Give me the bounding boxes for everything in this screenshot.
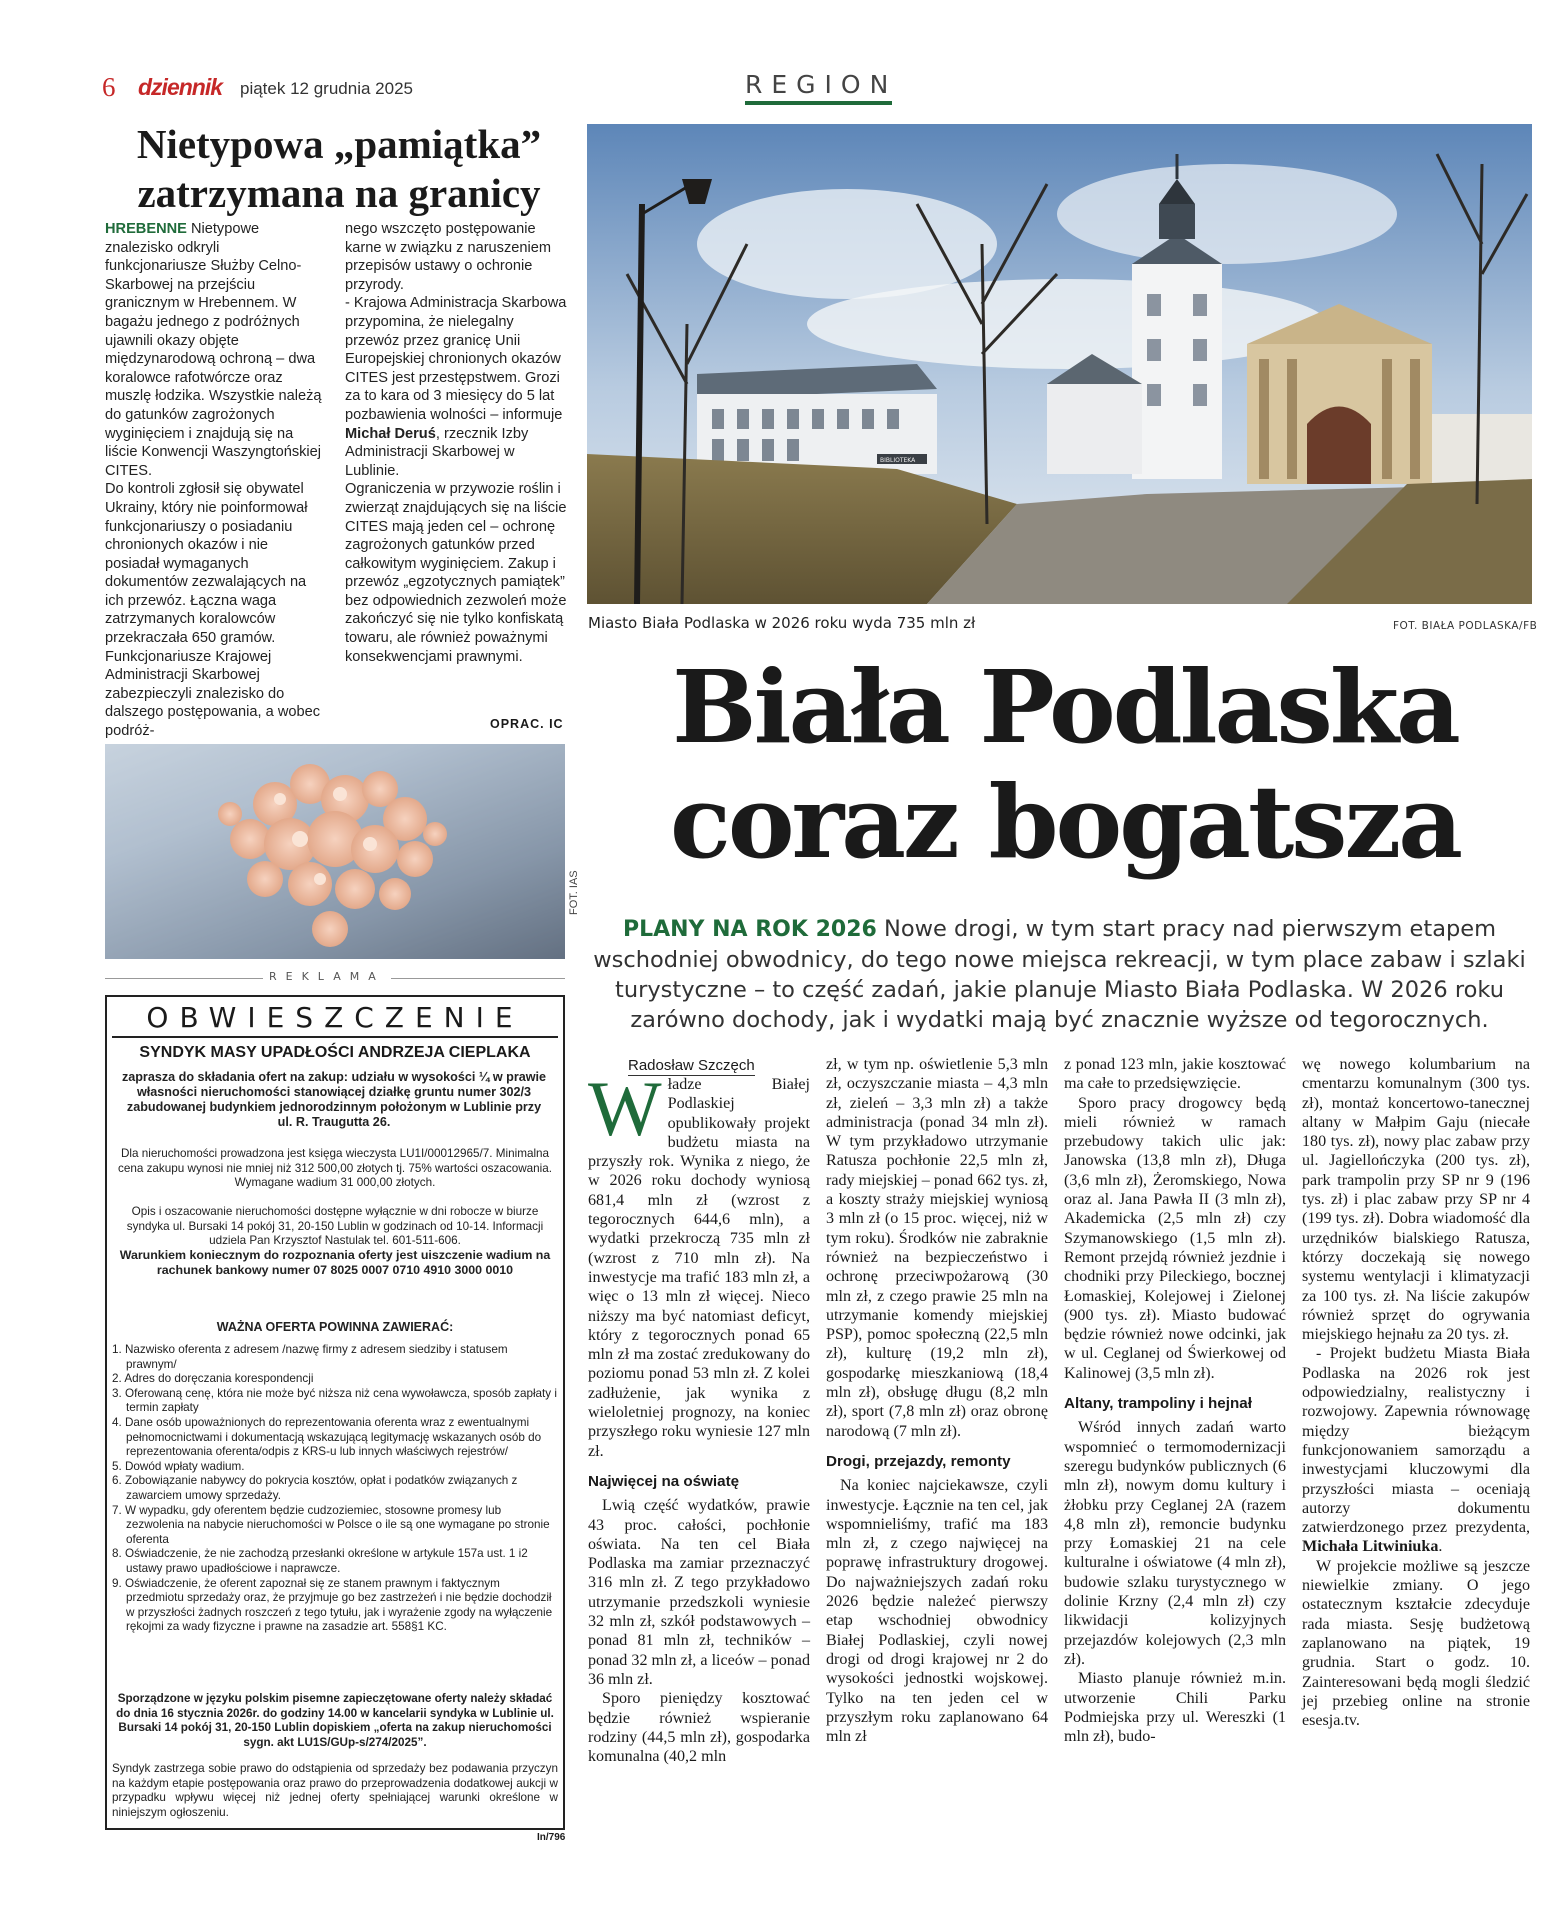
coral-photo-credit: FOT. IAS <box>568 870 580 915</box>
notice-intro: zaprasza do składania ofert na zakup: udziału w wysokości ¼ w prawie własności nieruchomości stanowiącej działkę gruntu numer 302/3 zabudowanej budynkiem jednorodzinnym położonym w Lublinie przy ul. R. Traugutta 26. <box>121 1070 547 1129</box>
article-paragraph: Wśród innych zadań warto wspomnieć o termomodernizacji szeregu budynków publicznych (6 mln zł), nowym domu kultury i żłobku przy Ceglanej 2A (razem 4,8 mln zł), remoncie budynku przy Łomaskiej 21 na cele kulturalne i oświatowe (4 mln zł), budowie szlaku turystycznego w dolinie Krzny (2,4 mln zł) czy likwidacji kolizyjnych przejazdów kolejowych (2,3 mln zł). <box>1064 1419 1286 1668</box>
article-paragraph: z ponad 123 mln, jakie kosztować ma całe to przedsięwzięcie. <box>1064 1056 1286 1093</box>
list-item: 5. Dowód wpłaty wadium. <box>112 1459 245 1473</box>
left-article-paragraph: Nietypowe znalezisko odkryli funkcjonariusze Służby Celno-Skarbowej na przejściu granicznym w Hrebennem. W bagażu jednego z podróżnych ujawnili okazy objęte międzynarodową ochroną – dwa koralowce rafotwórcze oraz muszlę łodzika. Wszystkie należą do gatunków zagrożonych wyginięciem i znajdują się na liście Konwencji Waszyngtońskiej CITES. <box>105 221 322 479</box>
left-article-paragraph: Funkcjonariusze Krajowej Administracji Skarbowej zabezpieczyli znalezisko do dalszego postępowania, a wobec podróż- <box>105 648 321 740</box>
spokesperson-name: Michał Deruś <box>345 425 436 442</box>
photo-caption: Miasto Biała Podlaska w 2026 roku wyda 735 mln zł <box>588 614 976 632</box>
notice-paragraph: Dla nieruchomości prowadzona jest księga wieczysta LU1I/00012965/7. Minimalna cena zakupu wynosi nie mniej niż 312 500,00 złotych tj. 75% wartości oszacowania. Wymagane wadium 31 000,00 złotych. <box>118 1147 552 1190</box>
article-column-3 <box>1064 1055 1286 1746</box>
palace-illustration <box>587 124 1532 604</box>
lead-kicker: PLANY NA ROK 2026 <box>622 917 877 942</box>
list-item: 2. Adres do doręczania korespondencji <box>112 1372 314 1386</box>
left-article-author: OPRAC. IC <box>490 717 564 731</box>
article-paragraph: W projekcie możliwe są jeszcze niewielkie zmiany. O jego ostatecznym kształcie zdecyduje rada miasta. Sesję budżetową zaplanowano na piątek, 19 grudnia. Start o godz. 10. Zainteresowani będą mogli śledzić jej przebieg online na stronie esesja.tv. <box>1302 1557 1530 1730</box>
library-sign: BIBLIOTEKA <box>880 457 916 464</box>
main-headline: Biała Podlaska coraz bogatsza <box>669 648 1461 881</box>
city-photo <box>587 124 1532 604</box>
article-paragraph: Sporo pracy drogowcy będą mieli również w ramach przebudowy takich ulic jak: Janowska (13,8 mln zł), Długa (3,6 mln zł), Żeromskiego, Nowa oraz al. Jana Pawła II (3 mln zł), Akademicka (2,5 mln zł) czy Szymanowskiego (1,5 mln zł). Remont przejdą również jezdnie i chodniki przy Pileckiego, bocznej Łomaskiej, Kolejowej i Zielonej (900 tys. zł). Miasto budować będzie również nowe odcinki, jak w ul. Ceglanej od Świerkowej od Kalinowej (3,5 mln zł). <box>1064 1094 1286 1382</box>
left-article-paragraph: Ograniczenia w przywozie roślin i zwierząt znajdujących się na liście CITES mają jeden cel – ochronę zagrożonych gatunków przed całkowitym wyginięciem. Zakup i przewóz „egzotycznych pamiątek” bez odpowiednich zezwoleń może zakończyć się nie tylko konfiskatą towaru, ale również poważnymi konsekwencjami prawnymi. <box>345 481 567 665</box>
left-article-paragraph: - Krajowa Administracja Skarbowa przypomina, że nielegalny przewóz przez granicę Unii Europejskiej chronionych okazów CITES jest przestępstwem. Grozi za to kara od 3 miesięcy do 5 lat pozbawienia wolności – informuje Michał Deruś, rzecznik Izby Administracji Skarbowej w Lublinie. <box>345 295 567 479</box>
notice-title: OBWIESZCZENIE <box>112 1001 558 1038</box>
coral-illustration <box>105 744 565 959</box>
article-paragraph: zł, w tym np. oświetlenie 5,3 mln zł, oczyszczanie miasta – 4,3 mln zł, zieleń – 3,3 mln zł) a także administracja (ponad 34 mln zł). W tym przykładowo utrzymanie Ratusza pochłonie 22,5 mln zł, rady miejskiej – ponad 662 tys. zł, a koszty straży miejskiej wyniosą 3 mln zł (o 15 proc. więcej, niż w tym roku). Środków nie zabraknie również na bezpieczeństwo i ochronę przeciwpożarową (30 mln zł, z czego prawie 25 mln na utrzymanie komendy miejskiej PSP), pomoc społeczną (22,5 mln zł), kulturę (19,2 mln zł), gospodarkę mieszkaniową (18,4 mln zł), obsługę długu (8,2 mln zł), sport (7,8 mln zł) oraz obronę narodową (7 mln zł). <box>826 1056 1048 1440</box>
drop-cap: W <box>588 1065 662 1152</box>
left-article-paragraph: Do kontroli zgłosił się obywatel Ukrainy, który nie poinformował funkcjonariuszy o posiadaniu chronionych okazów i nie posiadał wymaganych dokumentów zezwalających na ich przewóz. Łączna waga zatrzymanych koralowców przekraczała 650 gramów. <box>105 481 308 647</box>
list-item: 1. Nazwisko oferenta z adresem /nazwę firmy z adresem siedziby i statusem prawnym/ <box>112 1343 508 1371</box>
article-column-1: Władze Białej Podlaskiej opublikowały projekt budżetu miasta na przyszły rok. Wynika z niego, że w 2026 roku dochody wyniosą 681,4 mln zł (wzrost z tegorocznych 644,6 mln), a wydatki przekroczą 735 mln zł (wzrost z 710 mln zł). Na inwestycje ma trafić 183 mln zł, a więc o 13 mln zł więcej. Nieco niższy ma być natomiast deficyt, który z tegorocznych ponad 65 mln zł ma zostać zredukowany do poziomu ponad 53 mln zł. Z kolei zadłużenie, jak wynika z wieloletniej prognozy, na koniec przyszłego roku wyniesie 127 mln zł. Najwięcej na oświatę Lwią część wydatków, prawie 43 proc. całości, pochłonie oświata. Na ten cel Biała Podlaska ma zamiar przeznaczyć 316 mln zł. Z tego przykładowo utrzymanie przedszkoli wyniesie 32 mln zł, szkół podstawowych – ponad 81 mln zł, techników – ponad 32 mln zł, a liceów – ponad 36 mln zł. Sporo pieniędzy kosztować będzie również wspieranie rodziny (44,5 mln zł), gospodarka komunalna (40,2 mln <box>588 1065 810 1766</box>
article-paragraph: - Projekt budżetu Miasta Biała Podlaska na 2026 rok jest odpowiedzialny, realistyczny i rozwojowy. Zapewnia równowagę między bieżącym funkcjonowaniem samorządu a inwestycjami kluczowymi dla przyszłości miasta – oceniają autorzy dokumentu zatwierdzonego przez prezydenta, Michała Litwiniuka. <box>1302 1345 1530 1556</box>
subheading: Najwięcej na oświatę <box>588 1472 740 1490</box>
section-label: REGION <box>745 70 892 105</box>
list-item: 8. Oświadczenie, że nie zachodzą przesłanki określone w artykule 157a ust. 1 i2 ustawy prawo upadłościowe i naprawcze. <box>112 1547 528 1575</box>
left-article-column-1 <box>105 220 323 741</box>
left-article-kicker: HREBENNE <box>105 221 187 237</box>
issue-date: piątek 12 grudnia 2025 <box>240 79 413 98</box>
left-article-title: Nietypowa „pamiątka” zatrzymana na granicy <box>136 121 542 216</box>
advert-label: REKLAMA <box>263 970 391 983</box>
left-article-paragraph: nego wszczęto postępowanie karne w związku z naruszeniem przepisów ustawy o ochronie przyrody. <box>345 221 552 293</box>
list-item: 3. Oferowaną cenę, która nie może być niższa niż cena wywoławcza, sposób zapłaty i termin zapłaty <box>112 1386 557 1415</box>
article-paragraph: Na koniec najciekawsze, czyli inwestycje. Łącznie na ten cel, jak wspomnieliśmy, trafić ma 183 mln zł, z czego najwięcej na poprawę infrastruktury drogowej. Do najważniejszych zadań roku 2026 będzie należeć pierwszy etap wschodniej obwodnicy Białej Podlaskiej, czyli nowej drogi od drogi krajowej nr 2 do wysokości jednostki wojskowej. Tylko na ten jeden cel w przyszłym roku zaplanowano 64 mln zł <box>826 1477 1048 1746</box>
mayor-name: Michała Litwiniuka <box>1302 1538 1439 1556</box>
notice-signature: In/796 <box>537 1832 566 1843</box>
notice-disclaimer: Syndyk zastrzega sobie prawo do odstąpienia od sprzedaży bez podawania przyczyn na każdym etapie postępowania oraz prawo do przeprowadzenia dodatkowej aukcji w przypadku wpływu więcej niż jednej oferty spełniającej warunki określone w niniejszym ogłoszeniu. <box>112 1762 558 1819</box>
article-paragraph: Lwią część wydatków, prawie 43 proc. całości, pochłonie oświata. Na ten cel Biała Podlaska ma zamiar przeznaczyć 316 mln zł. Z tego przykładowo utrzymanie przedszkoli wyniesie 32 mln zł, szkół podstawowych – ponad 81 mln zł, techników – ponad 32 mln zł, a liceów – ponad 36 mln zł. <box>588 1497 810 1688</box>
left-article-column-2 <box>345 220 567 666</box>
article-paragraph: Miasto planuje również m.in. utworzenie Chili Parku Podmiejska przy ul. Wereszki (1 mln zł), budo- <box>1064 1670 1286 1746</box>
list-item: 6. Zobowiązanie nabywcy do pokrycia kosztów, opłat i podatków związanych z zawarciem umowy sprzedaży. <box>112 1474 518 1502</box>
notice-requirements-list <box>112 1343 558 1635</box>
notice-list-heading: WAŻNA OFERTA POWINNA ZAWIERAĆ: <box>216 1320 454 1334</box>
list-item: 4. Dane osób upoważnionych do reprezentowania oferenta wraz z ewentualnymi pełnomocnictwami i dokumentacją wskazującą legitymację wskazanych osób do reprezentowania oferenta/odpis z KRS-u lub innych właściwych rejestrów/ <box>112 1415 542 1459</box>
byline: Radosław Szczęch <box>628 1057 755 1074</box>
notice-paragraph: Opis i oszacowanie nieruchomości dostępne wyłącznie w dni robocze w biurze syndyka ul. Bursaki 14 pokój 31, 20-150 Lublin w godzinach od 10-14. Informacji udziela Pan Krzysztof Nastulak tel. 601-511-606. <box>126 1205 544 1248</box>
list-item: 9. Oświadczenie, że oferent zapoznał się ze stanem prawnym i faktycznym przedmiotu sprzedaży oraz, że przyjmuje go bez zastrzeżeń i nie będzie dochodził w przyszłości żadnych roszczeń z tego tytułu, jak i wyrażenie zgody na wyłączenie rękojmi za wady fizyczne i prawne na zasadzie art. 558§1 KC. <box>112 1576 553 1634</box>
article-paragraph: wę nowego kolumbarium na cmentarzu komunalnym (300 tys. zł), montaż koncertowo-tanecznej altany w Małpim Gaju (niecałe 180 tys. zł), nowy plac zabaw przy ul. Jagiellończyka (200 tys. zł), park trampolin przy SP nr 9 (196 tys. zł) i plac zabaw przy SP nr 4 (199 tys. zł). Dobra wiadomość dla urzędników bialskiego Ratusza, którzy doczekają się nowego systemu wentylacji i klimatyzacji za 100 tys. zł. Na liście zakupów również sprzęt do ogrywania miejskiego hejnału za 20 tys. zł. <box>1302 1056 1530 1344</box>
notice-deadline: Sporządzone w języku polskim pisemne zapieczętowane oferty należy składać do dnia 16 stycznia 2026r. do godziny 14.00 w kancelarii syndyka w Lublinie ul. Bursaki 14 pokój 31, 20-150 Lublin dopiskiem „oferta na zakup nieruchomości sygn. akt LU1S/GUp-s/274/2025”. <box>116 1692 554 1749</box>
notice-subtitle: SYNDYK MASY UPADŁOŚCI ANDRZEJA CIEPLAKA <box>139 1044 531 1061</box>
article-column-2 <box>826 1055 1048 1746</box>
notice-paragraph: Warunkiem koniecznym do rozpoznania oferty jest uiszczenie wadium na rachunek bankowy numer 07 8025 0007 0710 4910 3000 0010 <box>119 1248 551 1277</box>
article-column-4 <box>1302 1055 1530 1730</box>
coral-photo <box>105 744 565 959</box>
subheading: Drogi, przejazdy, remonty <box>826 1452 1011 1470</box>
newspaper-logo: dziennik <box>138 74 223 100</box>
subheading: Altany, trampoliny i hejnał <box>1064 1395 1252 1413</box>
page-number: 6 <box>102 72 116 102</box>
article-paragraph: Sporo pieniędzy kosztować będzie również wspieranie rodziny (44,5 mln zł), gospodarka komunalna (40,2 mln <box>588 1690 810 1766</box>
photo-credit: FOT. BIAŁA PODLASKA/FB <box>1393 620 1538 632</box>
article-lead: PLANY NA ROK 2026 Nowe drogi, w tym start pracy nad pierwszym etapem wschodniej obwodnicy, do tego nowe miejsca rekreacji, w tym place zabaw i szlaki turystyczne – to część zadań, jakie planuje Miasto Biała Podlaska. W 2026 roku zarówno dochody, jak i wydatki mają być znacznie wyższe od tegorocznych. <box>593 916 1526 1033</box>
list-item: 7. W wypadku, gdy oferentem będzie cudzoziemiec, stosowne promesy lub zezwolenia na nabycie nieruchomości w Polsce o ile są one wymagane po stronie oferenta <box>112 1503 550 1546</box>
